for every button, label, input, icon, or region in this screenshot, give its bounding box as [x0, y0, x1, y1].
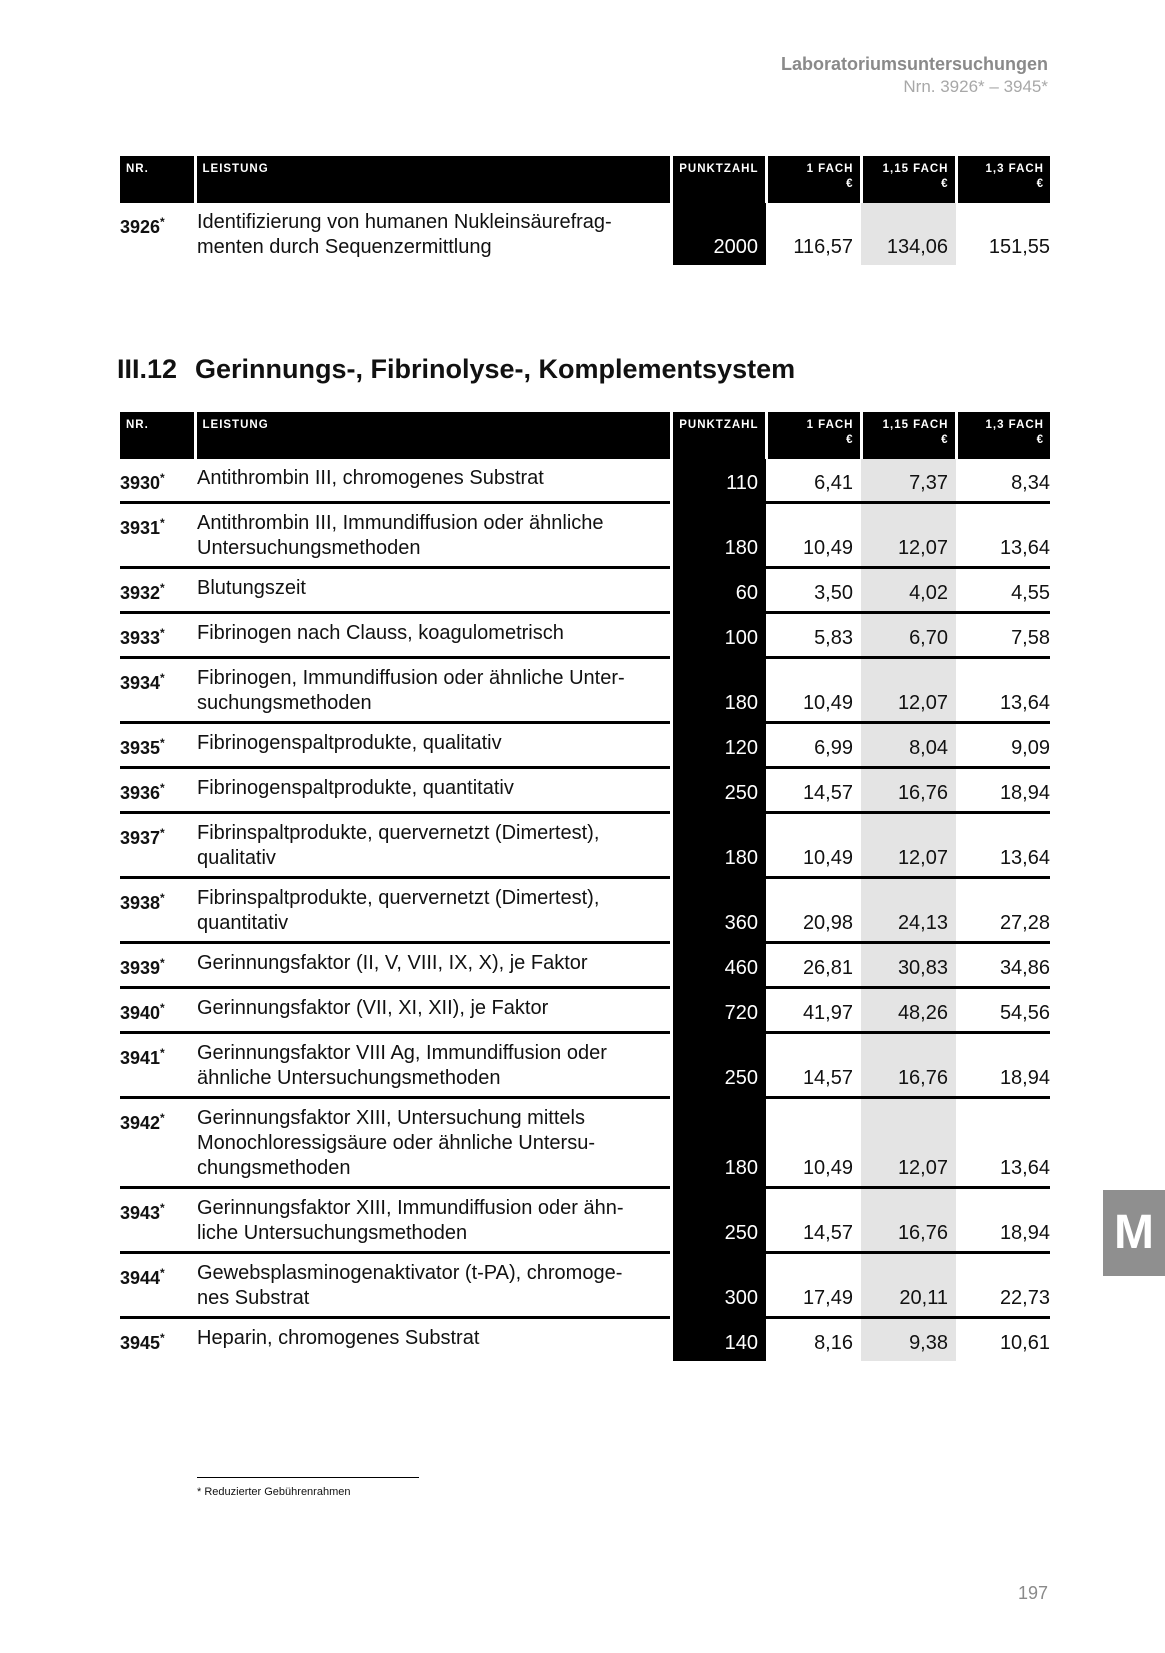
fee-1x: 14,57: [802, 1222, 853, 1244]
fee-13x: 13,64: [999, 537, 1050, 559]
fee-1x: 5,83: [814, 627, 853, 649]
reduced-fee-mark: *: [160, 891, 165, 905]
item-number: 3936*: [120, 781, 165, 803]
item-number: 3941*: [120, 1046, 165, 1068]
item-number: 3938*: [120, 891, 165, 913]
reduced-fee-mark: *: [160, 1046, 165, 1060]
item-points: 720: [671, 988, 766, 1033]
item-number: 3931*: [120, 516, 165, 538]
table-row: [120, 1253, 1050, 1318]
fee-13x: 9,09: [1011, 737, 1050, 759]
fee-13x: 151,55: [988, 236, 1050, 258]
fee-1x: 8,16: [814, 1332, 853, 1354]
fee-115x: 20,11: [861, 1253, 956, 1318]
fee-13x: 18,94: [999, 1222, 1050, 1244]
item-number: 3939*: [120, 956, 165, 978]
table-row: [120, 613, 1050, 658]
fee-115x: 7,37: [861, 459, 956, 503]
item-number: 3932*: [120, 581, 165, 603]
header-subtitle: Nrn. 3926* – 3945*: [903, 77, 1048, 96]
col-header-13fach: 1,3 FACH €: [956, 412, 1050, 459]
fee-115x: 12,07: [861, 658, 956, 723]
fee-13x: 13,64: [999, 1157, 1050, 1179]
fee-1x: 41,97: [802, 1002, 853, 1024]
col-header-115fach: 1,15 FACH €: [861, 412, 956, 459]
fee-1x: 10,49: [802, 537, 853, 559]
table-row: [120, 723, 1050, 768]
item-points: 2000: [671, 203, 766, 265]
reduced-fee-mark: *: [160, 215, 165, 229]
chapter-tab: M: [1103, 1190, 1165, 1276]
fee-115x: 9,38: [861, 1318, 956, 1362]
table-row: [120, 878, 1050, 943]
fee-table-2: [120, 412, 1050, 1361]
item-points: 180: [671, 1098, 766, 1188]
fee-1x: 14,57: [802, 782, 853, 804]
section-number: III.12: [117, 354, 178, 384]
col-header-13fach: 1,3 FACH €: [956, 156, 1050, 203]
running-header: [781, 52, 1048, 98]
header-title: Laboratoriumsuntersuchungen: [780, 54, 1048, 74]
item-description: Antithrombin III, chromogenes Substrat: [197, 467, 544, 489]
fee-1x: 10,49: [802, 1157, 853, 1179]
table-row: [120, 1098, 1050, 1188]
fee-13x: 13,64: [999, 847, 1050, 869]
fee-115x: 12,07: [861, 1098, 956, 1188]
fee-13x: 4,55: [1011, 582, 1050, 604]
item-points: 360: [671, 878, 766, 943]
table-row: [120, 1318, 1050, 1362]
item-description: Gerinnungsfaktor (VII, XI, XII), je Faktor: [197, 997, 549, 1019]
fee-13x: 54,56: [999, 1002, 1050, 1024]
item-points: 180: [671, 503, 766, 568]
item-description: Identifizierung von humanen Nukleinsäurefrag- menten durch Sequenzermittlung: [197, 211, 612, 258]
item-description: Gerinnungsfaktor XIII, Immundiffusion oder ähn- liche Untersuchungsmethoden: [197, 1197, 624, 1244]
fee-115x: 12,07: [861, 503, 956, 568]
reduced-fee-mark: *: [160, 781, 165, 795]
page-number: 197: [1017, 1583, 1048, 1603]
item-number: 3945*: [120, 1331, 165, 1353]
fee-13x: 13,64: [999, 692, 1050, 714]
fee-115x: 30,83: [861, 943, 956, 988]
fee-115x: 4,02: [861, 568, 956, 613]
col-header-1fach: 1 FACH €: [766, 156, 861, 203]
item-points: 180: [671, 658, 766, 723]
fee-115x: 48,26: [861, 988, 956, 1033]
fee-1x: 10,49: [802, 847, 853, 869]
fee-1x: 116,57: [793, 236, 853, 258]
item-number: 3934*: [120, 671, 165, 693]
table-row: [120, 813, 1050, 878]
table-row: [120, 203, 1050, 265]
item-description: Fibrinogenspaltprodukte, quantitativ: [197, 777, 514, 799]
item-points: 60: [671, 568, 766, 613]
item-description: Fibrinogenspaltprodukte, qualitativ: [197, 732, 502, 754]
item-description: Fibrinspaltprodukte, quervernetzt (Dimertest), qualitativ: [197, 822, 600, 869]
item-number: 3933*: [120, 626, 165, 648]
fee-1x: 6,41: [814, 472, 853, 494]
item-description: Antithrombin III, Immundiffusion oder ähnliche Untersuchungsmethoden: [197, 512, 604, 559]
item-points: 250: [671, 1188, 766, 1253]
fee-1x: 14,57: [802, 1067, 853, 1089]
section-title: Gerinnungs-, Fibrinolyse-, Komplementsystem: [195, 354, 796, 384]
fee-13x: 18,94: [999, 782, 1050, 804]
item-points: 110: [671, 459, 766, 503]
table-row: [120, 1188, 1050, 1253]
item-number: 3926*: [120, 215, 165, 237]
item-description: Gerinnungsfaktor (II, V, VIII, IX, X), je Faktor: [197, 952, 588, 974]
table-row: [120, 658, 1050, 723]
item-number: 3940*: [120, 1001, 165, 1023]
fee-115x: 134,06: [861, 203, 956, 265]
fee-13x: 27,28: [999, 912, 1050, 934]
item-points: 250: [671, 768, 766, 813]
reduced-fee-mark: *: [160, 826, 165, 840]
reduced-fee-mark: *: [160, 471, 165, 485]
item-description: Fibrinogen nach Clauss, koagulometrisch: [197, 622, 564, 644]
item-number: 3942*: [120, 1111, 165, 1133]
item-description: Blutungszeit: [197, 577, 306, 599]
reduced-fee-mark: *: [160, 1201, 165, 1215]
table-row: [120, 988, 1050, 1033]
table-row: [120, 568, 1050, 613]
fee-1x: 6,99: [814, 737, 853, 759]
item-description: Gerinnungsfaktor VIII Ag, Immundiffusion oder ähnliche Untersuchungsmethoden: [197, 1042, 607, 1089]
col-header-115fach: 1,15 FACH €: [861, 156, 956, 203]
reduced-fee-mark: *: [160, 516, 165, 530]
fee-table-1: [120, 156, 1050, 265]
reduced-fee-mark: *: [160, 626, 165, 640]
col-header-nr: NR.: [120, 156, 195, 203]
item-description: Gewebsplasminogenaktivator (t-PA), chromoge- nes Substrat: [197, 1262, 623, 1309]
fee-1x: 20,98: [802, 912, 853, 934]
fee-115x: 16,76: [861, 1033, 956, 1098]
fee-1x: 17,49: [802, 1287, 853, 1309]
col-header-punktzahl: PUNKTZAHL: [671, 412, 766, 459]
fee-115x: 6,70: [861, 613, 956, 658]
table-row: [120, 503, 1050, 568]
table-row: [120, 1033, 1050, 1098]
footnote-rule: [197, 1477, 419, 1478]
col-header-leistung: LEISTUNG: [195, 156, 671, 203]
item-points: 100: [671, 613, 766, 658]
reduced-fee-mark: *: [160, 1331, 165, 1345]
item-number: 3937*: [120, 826, 165, 848]
fee-13x: 10,61: [999, 1332, 1050, 1354]
item-points: 120: [671, 723, 766, 768]
fee-115x: 24,13: [861, 878, 956, 943]
fee-115x: 12,07: [861, 813, 956, 878]
fee-13x: 18,94: [999, 1067, 1050, 1089]
table-row: [120, 943, 1050, 988]
reduced-fee-mark: *: [160, 956, 165, 970]
item-number: 3943*: [120, 1201, 165, 1223]
table-header-row: [120, 412, 1050, 459]
fee-13x: 7,58: [1011, 627, 1050, 649]
reduced-fee-mark: *: [160, 1111, 165, 1125]
col-header-nr: NR.: [120, 412, 195, 459]
fee-13x: 34,86: [999, 957, 1050, 979]
table-row: [120, 459, 1050, 503]
fee-115x: 16,76: [861, 1188, 956, 1253]
fee-115x: 16,76: [861, 768, 956, 813]
table-header-row: [120, 156, 1050, 203]
col-header-leistung: LEISTUNG: [195, 412, 671, 459]
fee-13x: 8,34: [1011, 472, 1050, 494]
reduced-fee-mark: *: [160, 671, 165, 685]
item-points: 180: [671, 813, 766, 878]
reduced-fee-mark: *: [160, 1266, 165, 1280]
fee-115x: 8,04: [861, 723, 956, 768]
item-number: 3944*: [120, 1266, 165, 1288]
reduced-fee-mark: *: [160, 1001, 165, 1015]
item-points: 460: [671, 943, 766, 988]
item-description: Fibrinogen, Immundiffusion oder ähnliche Unter- suchungsmethoden: [197, 667, 625, 714]
reduced-fee-mark: *: [160, 736, 165, 750]
table-row: [120, 768, 1050, 813]
item-number: 3935*: [120, 736, 165, 758]
item-description: Gerinnungsfaktor XIII, Untersuchung mittels Monochloressigsäure oder ähnliche Untersu- chungsmethoden: [197, 1107, 595, 1179]
fee-1x: 10,49: [802, 692, 853, 714]
fee-1x: 26,81: [802, 957, 853, 979]
fee-1x: 3,50: [814, 582, 853, 604]
col-header-1fach: 1 FACH €: [766, 412, 861, 459]
item-number: 3930*: [120, 471, 165, 493]
item-description: Fibrinspaltprodukte, quervernetzt (Dimertest), quantitativ: [197, 887, 600, 934]
footnote: * Reduzierter Gebührenrahmen: [197, 1486, 351, 1498]
item-description: Heparin, chromogenes Substrat: [197, 1327, 480, 1349]
item-points: 300: [671, 1253, 766, 1318]
col-header-punktzahl: PUNKTZAHL: [671, 156, 766, 203]
reduced-fee-mark: *: [160, 581, 165, 595]
item-points: 140: [671, 1318, 766, 1362]
item-points: 250: [671, 1033, 766, 1098]
fee-13x: 22,73: [999, 1287, 1050, 1309]
section-heading: [117, 354, 795, 385]
